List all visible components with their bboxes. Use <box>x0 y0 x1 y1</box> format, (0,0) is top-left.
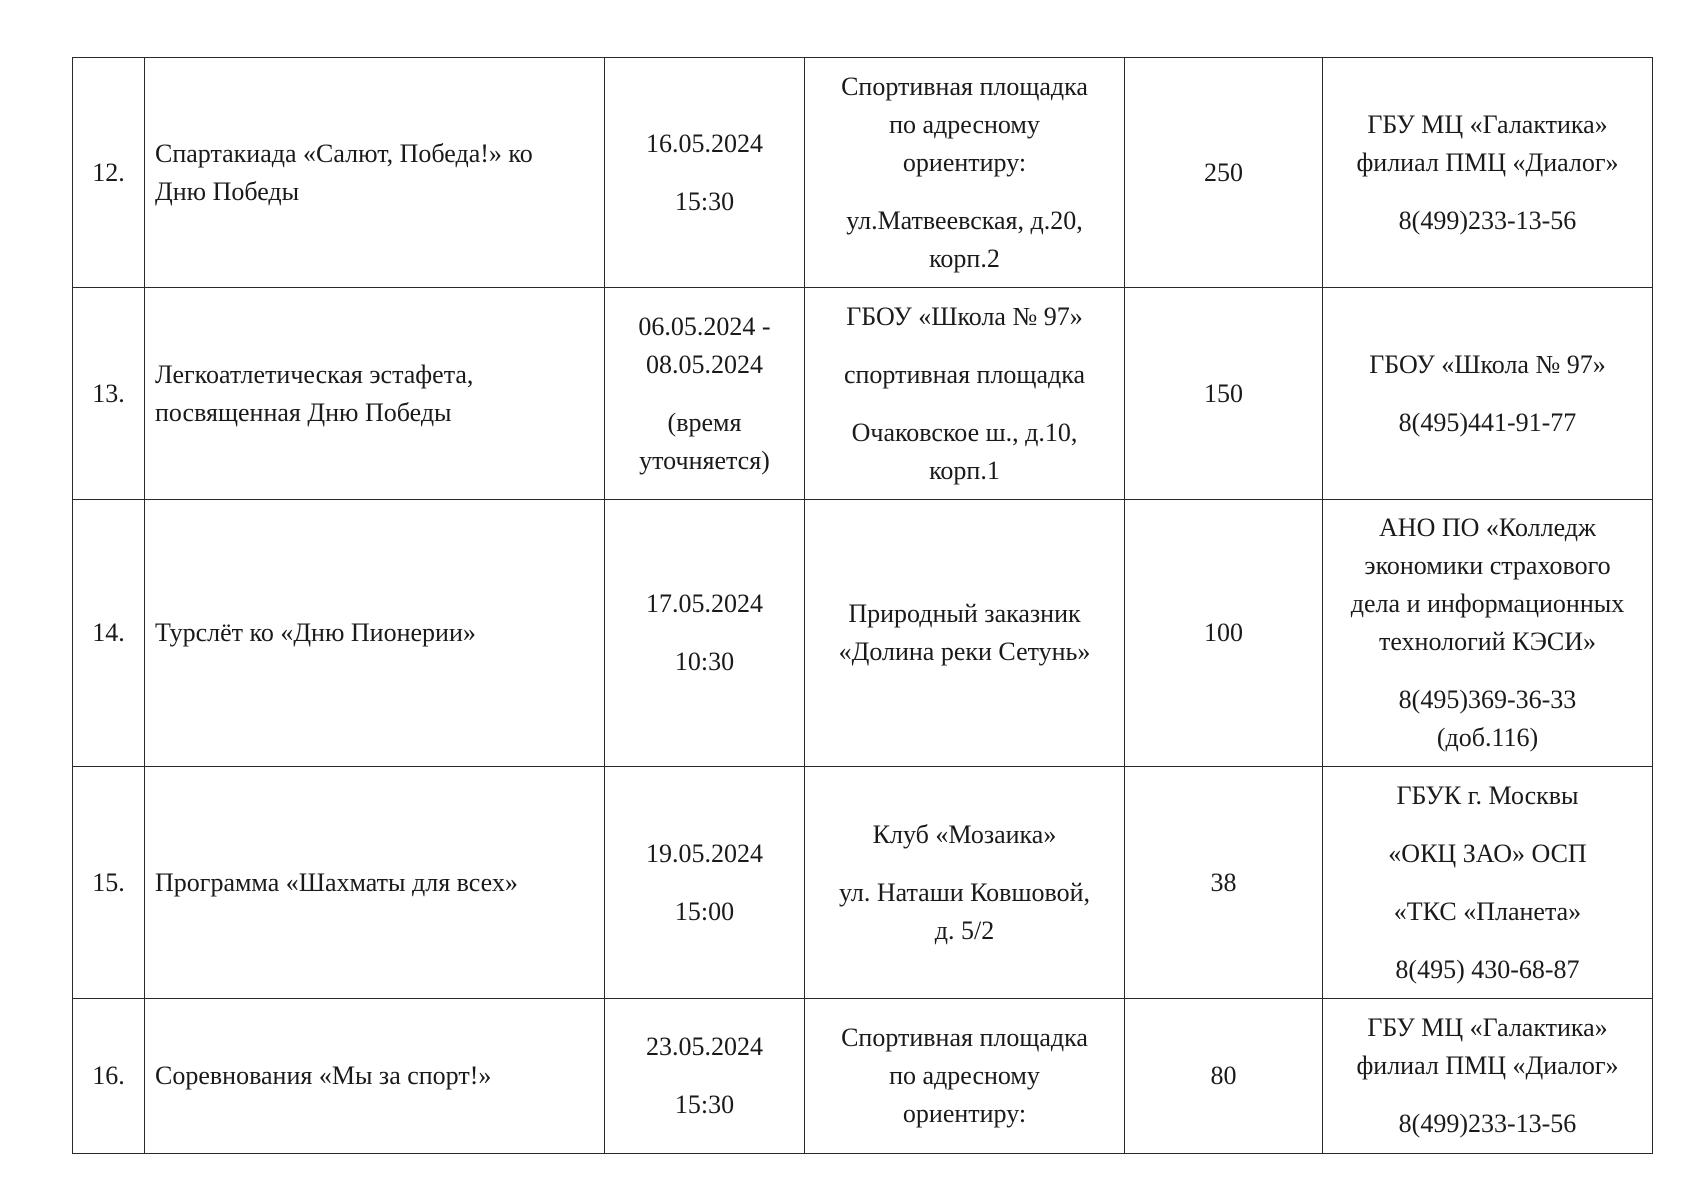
organizer-line: ГБУ МЦ «Галактика» <box>1367 1013 1608 1042</box>
event-place <box>805 58 1125 288</box>
place-line: Спортивная площадка <box>841 1023 1088 1052</box>
event-name-line: Соревнования «Мы за спорт!» <box>155 1061 492 1090</box>
event-date-value: 23.05.2024 <box>646 1032 763 1061</box>
event-name <box>145 500 605 767</box>
participant-count: 38 <box>1125 767 1323 999</box>
event-date <box>605 288 805 500</box>
address-line: ул.Матвеевская, д.20, <box>846 205 1083 235</box>
organizer-phone: 8(495)369-36-33 <box>1398 685 1577 714</box>
event-name-line: Дню Победы <box>155 176 300 206</box>
event-date-value: 19.05.2024 <box>646 838 763 868</box>
event-name-line: посвященная Дню Победы <box>155 397 452 427</box>
organizer-phone: 8(499)233-13-56 <box>1398 1109 1577 1138</box>
event-time-value: 15:30 <box>674 1090 735 1119</box>
organizer-line: «ТКС «Планета» <box>1393 896 1582 926</box>
organizer-line: филиал ПМЦ «Диалог» <box>1356 1051 1619 1080</box>
row-number: 13. <box>73 288 145 500</box>
organizer-line: АНО ПО «Колледж <box>1379 513 1596 542</box>
participant-count: 150 <box>1125 288 1323 500</box>
event-date-value: 08.05.2024 <box>646 349 763 379</box>
participant-count: 100 <box>1125 500 1323 767</box>
event-time-value: 15:30 <box>674 186 735 216</box>
organizer-line: филиал ПМЦ «Диалог» <box>1356 147 1619 177</box>
organizer <box>1323 500 1653 767</box>
organizer <box>1323 999 1653 1154</box>
event-name <box>145 288 605 500</box>
event-place <box>805 999 1125 1154</box>
organizer-line: ГБУК г. Москвы <box>1396 780 1579 810</box>
place-line: ориентиру: <box>902 1099 1027 1128</box>
table-row <box>73 999 1653 1154</box>
place-line: по адресному <box>889 109 1040 139</box>
organizer-line: экономики страхового <box>1364 551 1611 580</box>
event-date-value: 17.05.2024 <box>646 589 763 618</box>
event-date-value: 06.05.2024 - <box>638 311 771 341</box>
organizer-phone: 8(495) 430-68-87 <box>1395 954 1580 984</box>
row-number: 14. <box>73 500 145 767</box>
organizer <box>1323 288 1653 500</box>
row-number: 16. <box>73 999 145 1154</box>
table-row <box>73 58 1653 288</box>
organizer-phone: 8(495)441-91-77 <box>1398 407 1577 437</box>
event-date <box>605 999 805 1154</box>
organizer-line: технологий КЭСИ» <box>1378 627 1597 656</box>
event-name-line: Спартакиада «Салют, Победа!» ко <box>155 138 533 168</box>
table-row <box>73 500 1653 767</box>
event-time-value: 10:30 <box>674 647 735 676</box>
event-name-line: Легкоатлетическая эстафета, <box>155 359 474 389</box>
place-line: Спортивная площадка <box>841 71 1088 101</box>
place-line: по адресному <box>889 1061 1040 1090</box>
address-line: ул. Наташи Ковшовой, <box>839 877 1090 907</box>
participant-count: 250 <box>1125 58 1323 288</box>
event-name-line: Программа «Шахматы для всех» <box>155 867 518 897</box>
place-line: ориентиру: <box>902 147 1027 177</box>
place-line: ГБОУ «Школа № 97» <box>846 301 1083 331</box>
place-line: Клуб «Мозаика» <box>872 819 1057 849</box>
address-line: корп.2 <box>929 243 1000 273</box>
event-date <box>605 58 805 288</box>
organizer-line: дела и информационных <box>1350 589 1625 618</box>
organizer-line: ГБОУ «Школа № 97» <box>1369 349 1606 379</box>
table-row <box>73 288 1653 500</box>
organizer <box>1323 767 1653 999</box>
organizer-phone-ext: (доб.116) <box>1436 723 1539 752</box>
event-date <box>605 767 805 999</box>
address-line: Очаковское ш., д.10, <box>851 417 1078 447</box>
organizer-line: ГБУ МЦ «Галактика» <box>1367 109 1608 139</box>
participant-count: 80 <box>1125 999 1323 1154</box>
event-place <box>805 288 1125 500</box>
place-line: Природный заказник <box>848 599 1081 628</box>
row-number: 12. <box>73 58 145 288</box>
row-number: 15. <box>73 767 145 999</box>
event-name <box>145 999 605 1154</box>
event-name <box>145 767 605 999</box>
event-time-value: уточняется) <box>639 445 770 475</box>
place-line: «Долина реки Сетунь» <box>838 637 1091 666</box>
event-time-value: (время <box>667 407 742 437</box>
event-time-value: 15:00 <box>674 896 735 926</box>
address-line: корп.1 <box>929 455 1000 485</box>
event-date <box>605 500 805 767</box>
events-table <box>72 57 1653 1154</box>
place-line: спортивная площадка <box>843 359 1086 389</box>
event-place <box>805 500 1125 767</box>
organizer <box>1323 58 1653 288</box>
event-name <box>145 58 605 288</box>
event-date-value: 16.05.2024 <box>646 128 763 158</box>
event-place <box>805 767 1125 999</box>
address-line: д. 5/2 <box>934 915 995 945</box>
organizer-line: «ОКЦ ЗАО» ОСП <box>1388 838 1587 868</box>
event-name-line: Турслёт ко «Дню Пионерии» <box>155 618 476 647</box>
table-row <box>73 767 1653 999</box>
organizer-phone: 8(499)233-13-56 <box>1398 205 1577 235</box>
